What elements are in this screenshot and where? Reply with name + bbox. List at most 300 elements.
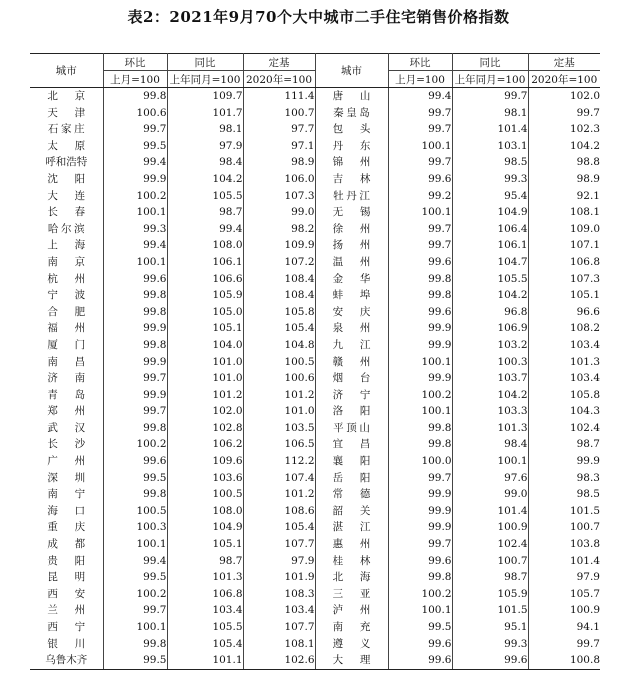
base-value: 100.7	[569, 521, 600, 534]
mom-value: 99.7	[103, 602, 167, 619]
base-value: 101.4	[569, 554, 600, 567]
yoy-value: 109.6	[167, 453, 243, 470]
table-row	[30, 619, 600, 636]
table-header	[30, 54, 600, 88]
base-value: 97.7	[243, 121, 315, 138]
base-value: 104.3	[569, 405, 600, 418]
header-yoy-left: 同比	[167, 54, 243, 71]
base-value: 108.1	[569, 206, 600, 219]
mom-value: 99.8	[388, 287, 452, 304]
city-name: 牡丹江	[315, 188, 388, 205]
city-name: 南昌	[30, 354, 103, 371]
header-city-right: 城市	[315, 54, 388, 88]
base-value: 105.8	[243, 304, 315, 321]
table-row	[30, 536, 600, 553]
yoy-value: 109.7	[167, 88, 243, 105]
city-name: 湛江	[315, 519, 388, 536]
table-row	[30, 171, 600, 188]
city-name: 西宁	[30, 619, 103, 636]
mom-value: 99.9	[388, 519, 452, 536]
city-name: 成都	[30, 536, 103, 553]
mom-value: 99.9	[388, 370, 452, 387]
base-value: 101.2	[243, 387, 315, 404]
city-name: 杭州	[30, 271, 103, 288]
base-value: 107.3	[569, 272, 600, 285]
table-row	[30, 337, 600, 354]
base-value: 106.5	[243, 436, 315, 453]
base-value: 105.7	[569, 587, 600, 600]
mom-value: 99.8	[388, 420, 452, 437]
table-row	[30, 486, 600, 503]
yoy-value: 106.2	[167, 436, 243, 453]
mom-value: 99.6	[103, 271, 167, 288]
mom-value: 99.8	[103, 636, 167, 653]
city-name: 烟台	[315, 370, 388, 387]
base-value: 106.0	[243, 171, 315, 188]
base-value: 92.1	[576, 189, 600, 202]
city-name: 襄阳	[315, 453, 388, 470]
yoy-value: 104.7	[452, 254, 528, 271]
subheader-base-left: 2020年=100	[243, 71, 315, 88]
yoy-value: 97.6	[452, 470, 528, 487]
yoy-value: 101.3	[452, 420, 528, 437]
city-name: 长春	[30, 204, 103, 221]
city-name: 无锡	[315, 204, 388, 221]
base-value: 112.2	[243, 453, 315, 470]
base-value: 107.4	[243, 470, 315, 487]
mom-value: 99.6	[103, 453, 167, 470]
mom-value: 99.5	[103, 470, 167, 487]
base-value: 94.1	[576, 621, 600, 633]
table-row	[30, 320, 600, 337]
city-name: 徐州	[315, 221, 388, 238]
mom-value: 99.9	[103, 320, 167, 337]
header-city-left: 城市	[30, 54, 103, 88]
city-name: 九江	[315, 337, 388, 354]
mom-value: 99.8	[103, 420, 167, 437]
mom-value: 99.9	[388, 337, 452, 354]
base-value: 107.2	[243, 254, 315, 271]
base-value: 98.7	[576, 438, 600, 451]
base-value: 98.3	[576, 471, 600, 484]
yoy-value: 99.3	[452, 636, 528, 653]
mom-value: 99.4	[103, 553, 167, 570]
mom-value: 100.1	[388, 138, 452, 155]
city-name: 哈尔滨	[30, 221, 103, 238]
yoy-value: 99.7	[452, 88, 528, 105]
base-value: 108.2	[569, 322, 600, 335]
subheader-mom-left: 上月=100	[103, 71, 167, 88]
mom-value: 99.9	[388, 503, 452, 520]
city-name: 泉州	[315, 320, 388, 337]
mom-value: 99.5	[103, 138, 167, 155]
mom-value: 99.8	[103, 486, 167, 503]
base-value: 109.0	[569, 222, 600, 235]
yoy-value: 105.5	[167, 188, 243, 205]
base-value: 100.8	[528, 652, 600, 669]
subheader-yoy-right: 上年同月=100	[452, 71, 528, 88]
table-row	[30, 453, 600, 470]
base-value: 105.4	[243, 320, 315, 337]
base-value: 103.4	[569, 372, 600, 385]
base-value: 103.8	[569, 538, 600, 551]
mom-value: 99.9	[103, 387, 167, 404]
city-name: 沈阳	[30, 171, 103, 188]
mom-value: 99.9	[103, 171, 167, 188]
base-value: 101.3	[569, 355, 600, 368]
city-name: 扬州	[315, 237, 388, 254]
base-value: 97.1	[243, 138, 315, 155]
city-name: 遵义	[315, 636, 388, 653]
mom-value: 100.1	[103, 254, 167, 271]
city-name: 平顶山	[315, 420, 388, 437]
yoy-value: 105.5	[452, 271, 528, 288]
city-name: 锦州	[315, 154, 388, 171]
mom-value: 100.1	[388, 403, 452, 420]
yoy-value: 98.4	[452, 436, 528, 453]
yoy-value: 101.0	[167, 354, 243, 371]
base-value: 103.4	[243, 602, 315, 619]
table-row	[30, 519, 600, 536]
table-row	[30, 304, 600, 321]
base-value: 99.9	[576, 455, 600, 468]
base-value: 96.6	[576, 305, 600, 318]
mom-value: 99.7	[103, 370, 167, 387]
table-row	[30, 503, 600, 520]
base-value: 108.3	[243, 586, 315, 603]
city-name: 石家庄	[30, 121, 103, 138]
yoy-value: 98.1	[452, 105, 528, 122]
yoy-value: 98.7	[167, 553, 243, 570]
base-value: 102.0	[569, 90, 600, 102]
table-row	[30, 221, 600, 238]
city-name: 桂林	[315, 553, 388, 570]
header-base-right: 定基	[528, 54, 600, 71]
yoy-value: 105.5	[167, 619, 243, 636]
mom-value: 99.8	[103, 287, 167, 304]
yoy-value: 98.7	[167, 204, 243, 221]
base-value: 108.6	[243, 503, 315, 520]
base-value: 105.1	[569, 289, 600, 302]
city-name: 银川	[30, 636, 103, 653]
mom-value: 99.7	[388, 237, 452, 254]
yoy-value: 98.4	[167, 154, 243, 171]
yoy-value: 106.8	[167, 586, 243, 603]
header-mom-right: 环比	[388, 54, 452, 71]
subheader-yoy-left: 上年同月=100	[167, 71, 243, 88]
yoy-value: 101.5	[452, 602, 528, 619]
header-base-left: 定基	[243, 54, 315, 71]
base-value: 98.5	[576, 488, 600, 501]
base-value: 102.4	[569, 421, 600, 434]
yoy-value: 108.0	[167, 237, 243, 254]
base-value: 101.9	[243, 569, 315, 586]
table-body	[30, 88, 600, 670]
mom-value: 99.8	[388, 271, 452, 288]
yoy-value: 106.1	[167, 254, 243, 271]
mom-value: 99.9	[388, 486, 452, 503]
city-name: 太原	[30, 138, 103, 155]
table-row	[30, 105, 600, 122]
city-name: 上海	[30, 237, 103, 254]
base-value: 98.9	[243, 154, 315, 171]
mom-value: 99.2	[388, 188, 452, 205]
mom-value: 99.8	[388, 569, 452, 586]
mom-value: 100.2	[103, 436, 167, 453]
mom-value: 99.6	[388, 553, 452, 570]
yoy-value: 102.0	[167, 403, 243, 420]
city-name: 武汉	[30, 420, 103, 437]
base-value: 107.1	[569, 239, 600, 252]
table-row	[30, 287, 600, 304]
base-value: 102.6	[243, 652, 315, 669]
base-value: 107.7	[243, 619, 315, 636]
city-name: 南充	[315, 619, 388, 636]
mom-value: 99.4	[388, 88, 452, 105]
city-name: 呼和浩特	[30, 154, 103, 171]
city-name: 南宁	[30, 486, 103, 503]
mom-value: 99.9	[388, 320, 452, 337]
base-value: 111.4	[243, 88, 315, 105]
city-name: 长沙	[30, 436, 103, 453]
mom-value: 100.6	[103, 105, 167, 122]
base-value: 98.9	[576, 172, 600, 185]
base-value: 100.9	[569, 604, 600, 617]
yoy-value: 99.3	[452, 171, 528, 188]
city-name: 秦皇岛	[315, 105, 388, 122]
yoy-value: 104.2	[452, 287, 528, 304]
yoy-value: 101.3	[167, 569, 243, 586]
yoy-value: 101.0	[167, 370, 243, 387]
table-row	[30, 636, 600, 653]
base-value: 98.8	[576, 156, 600, 169]
base-value: 103.5	[243, 420, 315, 437]
mom-value: 99.5	[103, 569, 167, 586]
yoy-value: 106.6	[167, 271, 243, 288]
yoy-value: 105.9	[452, 586, 528, 603]
table-row	[30, 586, 600, 603]
table-row	[30, 602, 600, 619]
mom-value: 99.5	[388, 619, 452, 636]
city-name: 韶关	[315, 503, 388, 520]
mom-value: 100.2	[388, 387, 452, 404]
base-value: 104.2	[569, 139, 600, 152]
mom-value: 99.7	[103, 403, 167, 420]
yoy-value: 100.1	[452, 453, 528, 470]
mom-value: 99.4	[103, 154, 167, 171]
yoy-value: 100.5	[167, 486, 243, 503]
mom-value: 99.4	[103, 237, 167, 254]
base-value: 105.4	[243, 519, 315, 536]
yoy-value: 106.1	[452, 237, 528, 254]
table-row	[30, 553, 600, 570]
yoy-value: 103.4	[167, 602, 243, 619]
yoy-value: 105.0	[167, 304, 243, 321]
city-name: 郑州	[30, 403, 103, 420]
mom-value: 100.0	[388, 453, 452, 470]
yoy-value: 95.1	[452, 619, 528, 636]
city-name: 大连	[30, 188, 103, 205]
header-yoy-right: 同比	[452, 54, 528, 71]
base-value: 105.8	[569, 388, 600, 401]
yoy-value: 98.5	[452, 154, 528, 171]
yoy-value: 101.7	[167, 105, 243, 122]
yoy-value: 103.7	[452, 370, 528, 387]
mom-value: 99.6	[388, 304, 452, 321]
table-row	[30, 470, 600, 487]
mom-value: 100.1	[388, 204, 452, 221]
yoy-value: 105.9	[167, 287, 243, 304]
table-row	[30, 121, 600, 138]
city-name: 广州	[30, 453, 103, 470]
yoy-value: 105.1	[167, 536, 243, 553]
base-value: 109.9	[243, 237, 315, 254]
city-name: 乌鲁木齐	[30, 652, 103, 669]
city-name: 金华	[315, 271, 388, 288]
mom-value: 99.8	[103, 304, 167, 321]
table-row	[30, 420, 600, 437]
mom-value: 99.8	[388, 436, 452, 453]
city-name: 厦门	[30, 337, 103, 354]
city-name: 福州	[30, 320, 103, 337]
yoy-value: 101.1	[167, 652, 243, 669]
city-name: 宜昌	[315, 436, 388, 453]
city-name: 洛阳	[315, 403, 388, 420]
table-row	[30, 237, 600, 254]
table-row	[30, 436, 600, 453]
yoy-value: 100.3	[452, 354, 528, 371]
city-name: 常德	[315, 486, 388, 503]
base-value: 99.7	[576, 637, 600, 650]
mom-value: 99.5	[103, 652, 167, 669]
yoy-value: 103.2	[452, 337, 528, 354]
yoy-value: 101.4	[452, 121, 528, 138]
mom-value: 100.1	[388, 354, 452, 371]
mom-value: 100.1	[103, 536, 167, 553]
base-value: 103.4	[569, 338, 600, 351]
city-name: 吉林	[315, 171, 388, 188]
city-name: 天津	[30, 105, 103, 122]
yoy-value: 104.2	[167, 171, 243, 188]
mom-value: 99.7	[388, 221, 452, 238]
base-value: 107.3	[243, 188, 315, 205]
table-row	[30, 387, 600, 404]
mom-value: 99.7	[388, 105, 452, 122]
yoy-value: 103.6	[167, 470, 243, 487]
mom-value: 99.7	[388, 154, 452, 171]
yoy-value: 103.3	[452, 403, 528, 420]
mom-value: 100.2	[103, 586, 167, 603]
table-row	[30, 569, 600, 586]
yoy-value: 102.8	[167, 420, 243, 437]
table-title: 表2：2021年9月70个大中城市二手住宅销售价格指数	[127, 8, 510, 26]
yoy-value: 104.2	[452, 387, 528, 404]
yoy-value: 99.4	[167, 221, 243, 238]
table-row	[30, 652, 600, 669]
base-value: 97.9	[243, 553, 315, 570]
city-name: 温州	[315, 254, 388, 271]
mom-value: 100.3	[103, 519, 167, 536]
table-row	[30, 370, 600, 387]
mom-value: 99.6	[388, 254, 452, 271]
mom-value: 100.1	[103, 204, 167, 221]
base-value: 108.1	[243, 636, 315, 653]
yoy-value: 95.4	[452, 188, 528, 205]
mom-value: 99.3	[103, 221, 167, 238]
table-row	[30, 188, 600, 205]
city-name: 北京	[30, 88, 103, 105]
base-value: 100.7	[243, 105, 315, 122]
mom-value: 99.6	[388, 636, 452, 653]
price-index-table	[30, 53, 600, 670]
mom-value: 99.8	[103, 337, 167, 354]
yoy-value: 99.0	[452, 486, 528, 503]
table-row	[30, 138, 600, 155]
yoy-value: 104.9	[167, 519, 243, 536]
table-row	[30, 403, 600, 420]
table-row	[30, 204, 600, 221]
base-value: 104.8	[243, 337, 315, 354]
yoy-value: 97.9	[167, 138, 243, 155]
city-name: 三亚	[315, 586, 388, 603]
base-value: 108.4	[243, 271, 315, 288]
base-value: 98.2	[243, 221, 315, 238]
base-value: 97.9	[576, 571, 600, 584]
yoy-value: 101.4	[452, 503, 528, 520]
table-row	[30, 154, 600, 171]
city-name: 大理	[315, 652, 388, 669]
base-value: 106.8	[569, 255, 600, 268]
yoy-value: 98.1	[167, 121, 243, 138]
city-name: 丹东	[315, 138, 388, 155]
yoy-value: 99.6	[452, 652, 528, 669]
city-name: 南京	[30, 254, 103, 271]
mom-value: 100.1	[388, 602, 452, 619]
table-row	[30, 254, 600, 271]
yoy-value: 104.9	[452, 204, 528, 221]
base-value: 99.0	[243, 204, 315, 221]
mom-value: 100.2	[388, 586, 452, 603]
mom-value: 99.7	[388, 121, 452, 138]
base-value: 101.2	[243, 486, 315, 503]
city-name: 济宁	[315, 387, 388, 404]
city-name: 赣州	[315, 354, 388, 371]
city-name: 海口	[30, 503, 103, 520]
city-name: 岳阳	[315, 470, 388, 487]
mom-value: 99.9	[103, 354, 167, 371]
base-value: 108.4	[243, 287, 315, 304]
mom-value: 99.6	[388, 652, 452, 669]
city-name: 安庆	[315, 304, 388, 321]
table-row	[30, 271, 600, 288]
base-value: 100.6	[243, 370, 315, 387]
city-name: 蚌埠	[315, 287, 388, 304]
subheader-base-right: 2020年=100	[528, 71, 600, 88]
base-value: 100.5	[243, 354, 315, 371]
city-name: 泸州	[315, 602, 388, 619]
city-name: 宁波	[30, 287, 103, 304]
yoy-value: 103.1	[452, 138, 528, 155]
mom-value: 99.7	[103, 121, 167, 138]
subheader-mom-right: 上月=100	[388, 71, 452, 88]
base-value: 99.7	[576, 106, 600, 119]
mom-value: 99.7	[388, 536, 452, 553]
city-name: 济南	[30, 370, 103, 387]
yoy-value: 105.1	[167, 320, 243, 337]
city-name: 包头	[315, 121, 388, 138]
yoy-value: 98.7	[452, 569, 528, 586]
city-name: 北海	[315, 569, 388, 586]
